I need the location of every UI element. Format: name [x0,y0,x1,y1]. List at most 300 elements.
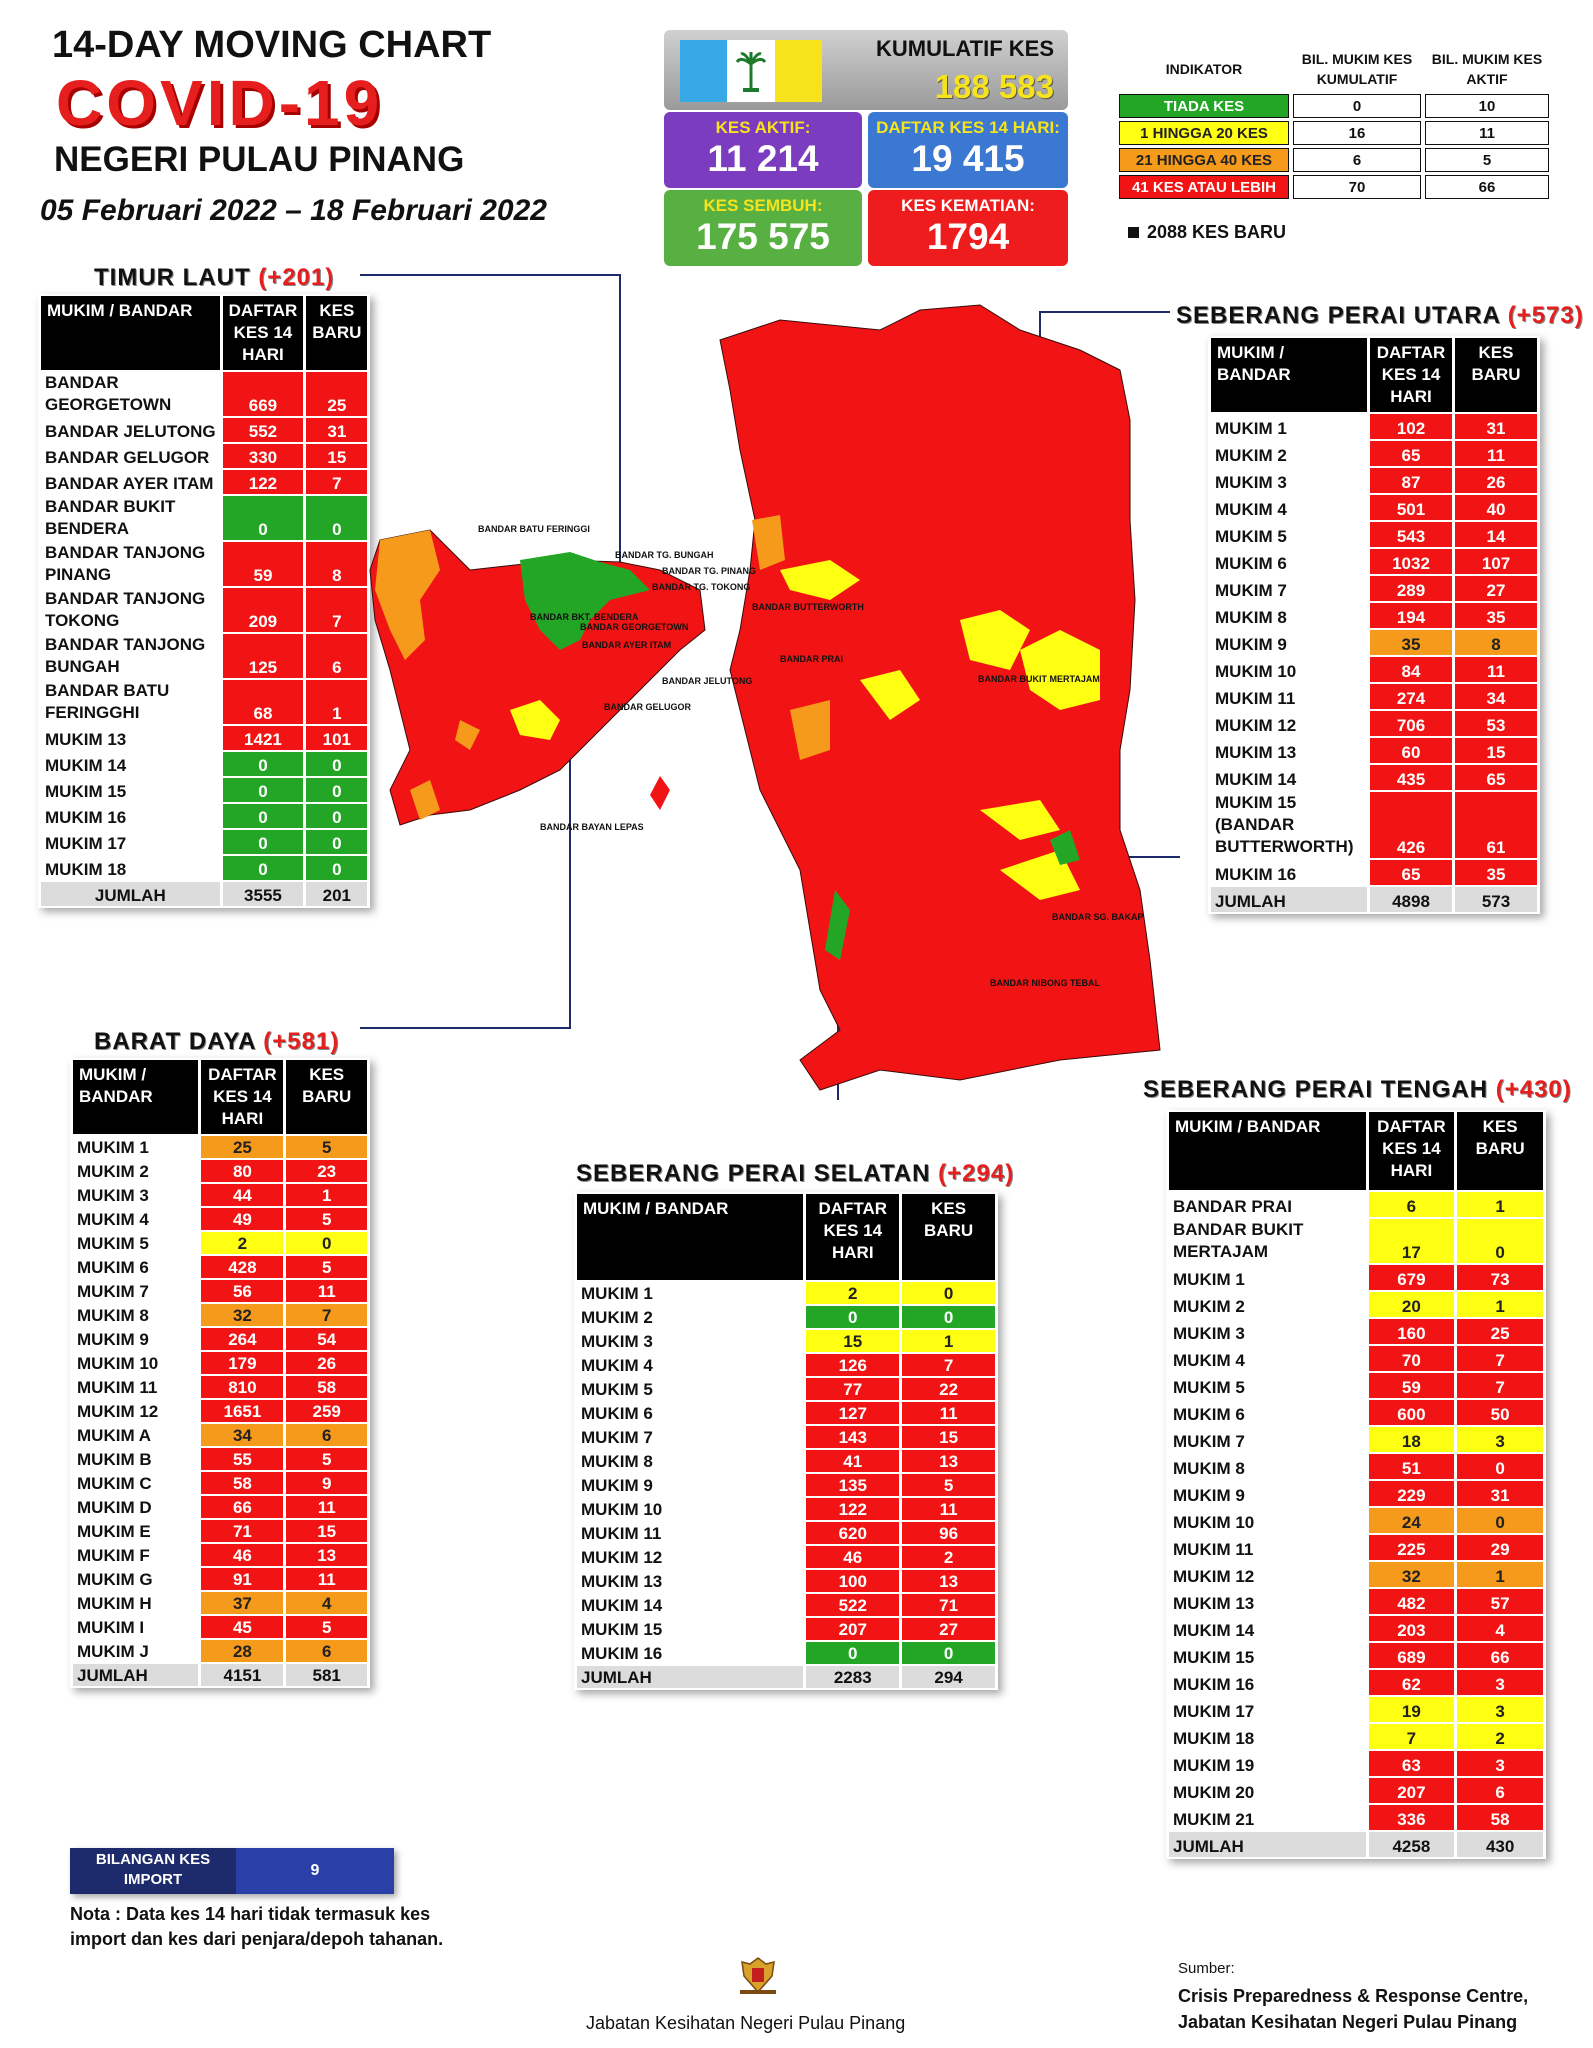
row-baru: 0 [286,1232,367,1254]
table-row [73,1184,367,1206]
row-daftar: 63 [1369,1751,1455,1776]
map-label: BANDAR GELUGOR [604,702,691,712]
row-name: MUKIM 6 [73,1256,198,1278]
col-mukim: MUKIM / BANDAR [41,296,220,370]
table-row [1211,738,1537,763]
table-row [1169,1373,1543,1398]
row-baru: 58 [286,1376,367,1398]
table-row [1169,1724,1543,1749]
table-row [1169,1562,1543,1587]
total-baru: 201 [306,882,367,906]
import-value: 9 [236,1848,394,1894]
table-row [41,418,367,442]
row-name: MUKIM 3 [73,1184,198,1206]
row-name: MUKIM 12 [1211,711,1367,736]
row-baru: 15 [306,444,367,468]
row-daftar: 91 [201,1568,283,1590]
col-baru: KES BARU [1455,338,1537,412]
row-baru: 15 [286,1520,367,1542]
table-row [73,1376,367,1398]
row-name: MUKIM 4 [73,1208,198,1230]
row-baru: 0 [306,804,367,828]
row-daftar: 41 [806,1450,899,1472]
row-daftar: 84 [1370,657,1452,682]
row-name: MUKIM 10 [1211,657,1367,682]
row-baru: 11 [902,1402,995,1424]
row-daftar: 71 [201,1520,283,1542]
row-name: BANDAR BATU FERINGGHI [41,680,220,724]
penang-map [360,270,1180,1100]
total-label: JUMLAH [41,882,220,906]
row-daftar: 0 [223,778,304,802]
row-baru: 31 [1455,414,1537,439]
row-daftar: 45 [201,1616,283,1638]
map-label: BANDAR NIBONG TEBAL [990,978,1100,988]
map-label: BANDAR JELUTONG [662,676,753,686]
table-row [41,588,367,632]
table-row [1169,1508,1543,1533]
row-daftar: 135 [806,1474,899,1496]
row-daftar: 0 [223,804,304,828]
row-name: MUKIM 20 [1169,1778,1366,1803]
row-baru: 7 [1457,1346,1543,1371]
row-baru: 22 [902,1378,995,1400]
row-name: MUKIM 4 [1169,1346,1366,1371]
row-name: MUKIM 11 [1211,684,1367,709]
sembuh-box [664,190,862,266]
row-name: MUKIM 16 [1169,1670,1366,1695]
map-label: BANDAR BUTTERWORTH [752,602,864,612]
row-baru: 9 [286,1472,367,1494]
row-name: MUKIM 8 [577,1450,803,1472]
row-daftar: 46 [201,1544,283,1566]
row-name: MUKIM 12 [73,1400,198,1422]
row-baru: 7 [286,1304,367,1326]
row-daftar: 264 [201,1328,283,1350]
table-header [1211,338,1537,412]
row-baru: 0 [1457,1454,1543,1479]
row-name: MUKIM 13 [1169,1589,1366,1614]
indicator-b: 5 [1425,148,1549,172]
table-row [73,1160,367,1182]
table-row [1211,414,1537,439]
table-row [41,830,367,854]
row-daftar: 77 [806,1378,899,1400]
stats-panel [664,30,1068,266]
table-row [41,444,367,468]
row-baru: 50 [1457,1400,1543,1425]
sembuh-label: KES SEMBUH: [703,196,823,215]
table-row [577,1498,995,1520]
row-name: MUKIM 19 [1169,1751,1366,1776]
row-daftar: 0 [806,1306,899,1328]
row-baru: 96 [902,1522,995,1544]
table-row [1211,792,1537,858]
row-name: MUKIM 9 [73,1328,198,1350]
table-row [1211,657,1537,682]
row-daftar: 49 [201,1208,283,1230]
daftar-box [868,112,1068,188]
col-mukim: MUKIM / BANDAR [1169,1112,1366,1190]
table-row [1169,1805,1543,1830]
row-baru: 11 [286,1568,367,1590]
kematian-box [868,190,1068,266]
row-baru: 53 [1455,711,1537,736]
new-cases-note [1128,222,1286,243]
row-name: MUKIM 18 [1169,1724,1366,1749]
table-header [73,1060,367,1134]
map-label: BANDAR BUKIT MERTAJAM [978,674,1100,684]
table-row [577,1474,995,1496]
table-row [1211,549,1537,574]
map-label: BANDAR TG. TOKONG [652,582,751,592]
table-row [577,1402,995,1424]
col-mukim: MUKIM / BANDAR [577,1194,803,1280]
row-baru: 3 [1457,1697,1543,1722]
row-daftar: 543 [1370,522,1452,547]
row-daftar: 51 [1369,1454,1455,1479]
row-baru: 107 [1455,549,1537,574]
row-name: MUKIM 7 [1211,576,1367,601]
table-row [1169,1778,1543,1803]
row-baru: 0 [902,1282,995,1304]
table-row [41,726,367,750]
row-baru: 3 [1457,1670,1543,1695]
row-baru: 29 [1457,1535,1543,1560]
row-daftar: 7 [1369,1724,1455,1749]
row-name: MUKIM 3 [1211,468,1367,493]
sps-table [574,1192,998,1690]
row-daftar: 32 [201,1304,283,1326]
import-box [70,1848,394,1894]
row-daftar: 689 [1369,1643,1455,1668]
row-baru: 5 [286,1256,367,1278]
row-name: BANDAR AYER ITAM [41,470,220,494]
row-daftar: 34 [201,1424,283,1446]
row-name: BANDAR TANJONG PINANG [41,542,220,586]
row-daftar: 522 [806,1594,899,1616]
col-mukim: MUKIM / BANDAR [1211,338,1367,412]
indicator-b: 11 [1425,121,1549,145]
table-row [73,1616,367,1638]
row-baru: 0 [1457,1508,1543,1533]
row-name: MUKIM 9 [1169,1481,1366,1506]
total-baru: 294 [902,1666,995,1688]
row-daftar: 20 [1369,1292,1455,1317]
indicator-col1: BIL. MUKIM KES KUMULATIF [1301,51,1413,87]
indicator-label: 1 HINGGA 20 KES [1119,121,1289,145]
table-row [41,778,367,802]
kumulatif-box [664,30,1068,110]
table-row [73,1328,367,1350]
row-name: MUKIM 1 [1211,414,1367,439]
row-daftar: 0 [223,496,304,540]
title-state: NEGERI PULAU PINANG [54,140,465,179]
table-row [1211,441,1537,466]
kematian-value: 1794 [926,216,1010,257]
row-name: MUKIM 1 [1169,1265,1366,1290]
table-row [73,1568,367,1590]
col-mukim: MUKIM / BANDAR [73,1060,198,1134]
row-baru: 66 [1457,1643,1543,1668]
row-baru: 73 [1457,1265,1543,1290]
table-row [1169,1219,1543,1263]
row-name: MUKIM 13 [41,726,220,750]
row-daftar: 70 [1369,1346,1455,1371]
row-baru: 54 [286,1328,367,1350]
row-daftar: 0 [223,856,304,880]
table-row [1169,1192,1543,1217]
row-baru: 0 [306,830,367,854]
row-name: MUKIM 12 [1169,1562,1366,1587]
map-label: BANDAR BATU FERINGGI [478,524,590,534]
table-row [577,1570,995,1592]
spu-title: SEBERANG PERAI UTARA (+573) [1176,302,1584,329]
row-daftar: 679 [1369,1265,1455,1290]
row-name: MUKIM 17 [1169,1697,1366,1722]
col-daftar: DAFTAR KES 14 HARI [201,1060,283,1134]
table-row [577,1354,995,1376]
row-name: MUKIM 2 [73,1160,198,1182]
source-line1: Crisis Preparedness & Response Centre, [1178,1986,1529,2006]
row-name: MUKIM 4 [577,1354,803,1376]
row-daftar: 122 [223,470,304,494]
row-daftar: 125 [223,634,304,678]
table-row [1211,603,1537,628]
table-row [1169,1265,1543,1290]
import-label: BILANGAN KES IMPORT [70,1848,236,1894]
row-name: MUKIM 2 [1211,441,1367,466]
indicator-b: 66 [1425,175,1549,199]
row-baru: 31 [1457,1481,1543,1506]
table-row [73,1496,367,1518]
row-baru: 25 [1457,1319,1543,1344]
map-label: BANDAR SG. BAKAP [1052,912,1144,922]
indicator-row [1119,121,1549,145]
total-row [1211,887,1537,912]
row-name: MUKIM 7 [577,1426,803,1448]
table-row [1169,1427,1543,1452]
row-daftar: 207 [1369,1778,1455,1803]
barat-daya-title: BARAT DAYA (+581) [94,1028,340,1055]
row-name: MUKIM 3 [577,1330,803,1352]
table-row [41,680,367,724]
table-row [73,1256,367,1278]
row-name: MUKIM 11 [73,1376,198,1398]
row-baru: 0 [306,496,367,540]
row-baru: 35 [1455,603,1537,628]
table-row [41,752,367,776]
row-name: MUKIM 8 [73,1304,198,1326]
row-baru: 2 [1457,1724,1543,1749]
row-name: MUKIM 9 [1211,630,1367,655]
row-name: BANDAR BUKIT MERTAJAM [1169,1219,1366,1263]
total-label: JUMLAH [1169,1832,1366,1857]
table-row [73,1448,367,1470]
row-name: MUKIM 1 [577,1282,803,1304]
row-baru: 13 [286,1544,367,1566]
row-baru: 26 [286,1352,367,1374]
row-name: BANDAR PRAI [1169,1192,1366,1217]
table-row [1211,576,1537,601]
row-name: MUKIM C [73,1472,198,1494]
row-baru: 15 [902,1426,995,1448]
spt-title: SEBERANG PERAI TENGAH (+430) [1143,1076,1572,1103]
row-baru: 5 [286,1448,367,1470]
row-daftar: 336 [1369,1805,1455,1830]
indicator-header: INDIKATOR [1165,61,1243,77]
row-baru: 6 [286,1640,367,1662]
row-name: MUKIM 7 [1169,1427,1366,1452]
square-icon [1128,227,1139,238]
island-map [370,530,705,825]
row-daftar: 122 [806,1498,899,1520]
table-row [41,470,367,494]
map-label: BANDAR AYER ITAM [582,640,672,650]
table-row [73,1520,367,1542]
row-baru: 13 [902,1450,995,1472]
table-row [41,372,367,416]
row-name: MUKIM 6 [577,1402,803,1424]
row-baru: 35 [1455,860,1537,885]
row-baru: 57 [1457,1589,1543,1614]
row-daftar: 62 [1369,1670,1455,1695]
row-daftar: 60 [1370,738,1452,763]
table-row [1169,1751,1543,1776]
row-baru: 8 [306,542,367,586]
row-daftar: 35 [1370,630,1452,655]
total-row [577,1666,995,1688]
col-daftar: DAFTAR KES 14 HARI [806,1194,899,1280]
row-baru: 6 [286,1424,367,1446]
table-row [1211,522,1537,547]
row-name: MUKIM 14 [41,752,220,776]
row-baru: 0 [1457,1219,1543,1263]
table-row [1169,1643,1543,1668]
row-baru: 15 [1455,738,1537,763]
row-baru: 7 [902,1354,995,1376]
table-row [577,1642,995,1664]
row-baru: 25 [306,372,367,416]
row-baru: 259 [286,1400,367,1422]
row-daftar: 15 [806,1330,899,1352]
row-baru: 11 [286,1280,367,1302]
table-row [1169,1292,1543,1317]
table-row [577,1306,995,1328]
table-row [1169,1319,1543,1344]
kumulatif-value: 188 583 [934,68,1054,105]
row-daftar: 37 [201,1592,283,1614]
row-name: MUKIM 11 [577,1522,803,1544]
row-baru: 7 [1457,1373,1543,1398]
row-name: MUKIM A [73,1424,198,1446]
row-name: MUKIM 2 [1169,1292,1366,1317]
table-row [577,1378,995,1400]
table-row [73,1304,367,1326]
table-row [1211,684,1537,709]
table-row [1169,1481,1543,1506]
table-row [73,1592,367,1614]
row-name: MUKIM 21 [1169,1805,1366,1830]
row-daftar: 1651 [201,1400,283,1422]
row-daftar: 100 [806,1570,899,1592]
row-daftar: 600 [1369,1400,1455,1425]
row-baru: 6 [1457,1778,1543,1803]
row-baru: 7 [306,588,367,632]
spu-table [1208,336,1540,914]
row-daftar: 330 [223,444,304,468]
row-baru: 3 [1457,1751,1543,1776]
row-name: MUKIM 6 [1211,549,1367,574]
row-baru: 14 [1455,522,1537,547]
map-label: BANDAR BAYAN LEPAS [540,822,644,832]
row-daftar: 203 [1369,1616,1455,1641]
row-baru: 1 [1457,1192,1543,1217]
row-baru: 4 [286,1592,367,1614]
table-row [73,1544,367,1566]
row-daftar: 0 [806,1642,899,1664]
row-baru: 5 [286,1136,367,1158]
row-daftar: 102 [1370,414,1452,439]
row-name: MUKIM 10 [577,1498,803,1520]
row-daftar: 2 [806,1282,899,1304]
row-name: MUKIM 14 [1169,1616,1366,1641]
row-baru: 58 [1457,1805,1543,1830]
row-name: MUKIM G [73,1568,198,1590]
indicator-a: 16 [1293,121,1421,145]
row-daftar: 28 [201,1640,283,1662]
flag-icon [680,40,822,102]
row-daftar: 127 [806,1402,899,1424]
row-baru: 11 [286,1496,367,1518]
table-row [41,634,367,678]
row-name: MUKIM 6 [1169,1400,1366,1425]
row-baru: 11 [902,1498,995,1520]
row-baru: 40 [1455,495,1537,520]
row-name: MUKIM 9 [577,1474,803,1496]
table-row [1169,1346,1543,1371]
row-baru: 1 [1457,1292,1543,1317]
indicator-row [1119,94,1549,118]
daftar-label: DAFTAR KES 14 HARI: [876,118,1060,137]
row-name: MUKIM H [73,1592,198,1614]
row-daftar: 66 [201,1496,283,1518]
table-header [1169,1112,1543,1190]
new-cases-text: 2088 KES BARU [1147,222,1287,242]
row-name: MUKIM 17 [41,830,220,854]
table-row [1211,495,1537,520]
table-row [73,1424,367,1446]
row-daftar: 25 [201,1136,283,1158]
total-daftar: 4258 [1369,1832,1455,1857]
total-row [1169,1832,1543,1857]
row-name: MUKIM 14 [1211,765,1367,790]
row-name: MUKIM 15 [577,1618,803,1640]
table-header [41,296,367,370]
row-daftar: 810 [201,1376,283,1398]
total-baru: 430 [1457,1832,1543,1857]
row-baru: 5 [902,1474,995,1496]
row-name: BANDAR JELUTONG [41,418,220,442]
table-row [1169,1454,1543,1479]
table-row [41,804,367,828]
row-name: MUKIM 15 (BANDAR BUTTERWORTH) [1211,792,1367,858]
indicator-row [1119,175,1549,199]
table-row [577,1450,995,1472]
row-baru: 27 [1455,576,1537,601]
row-name: MUKIM 11 [1169,1535,1366,1560]
row-daftar: 552 [223,418,304,442]
